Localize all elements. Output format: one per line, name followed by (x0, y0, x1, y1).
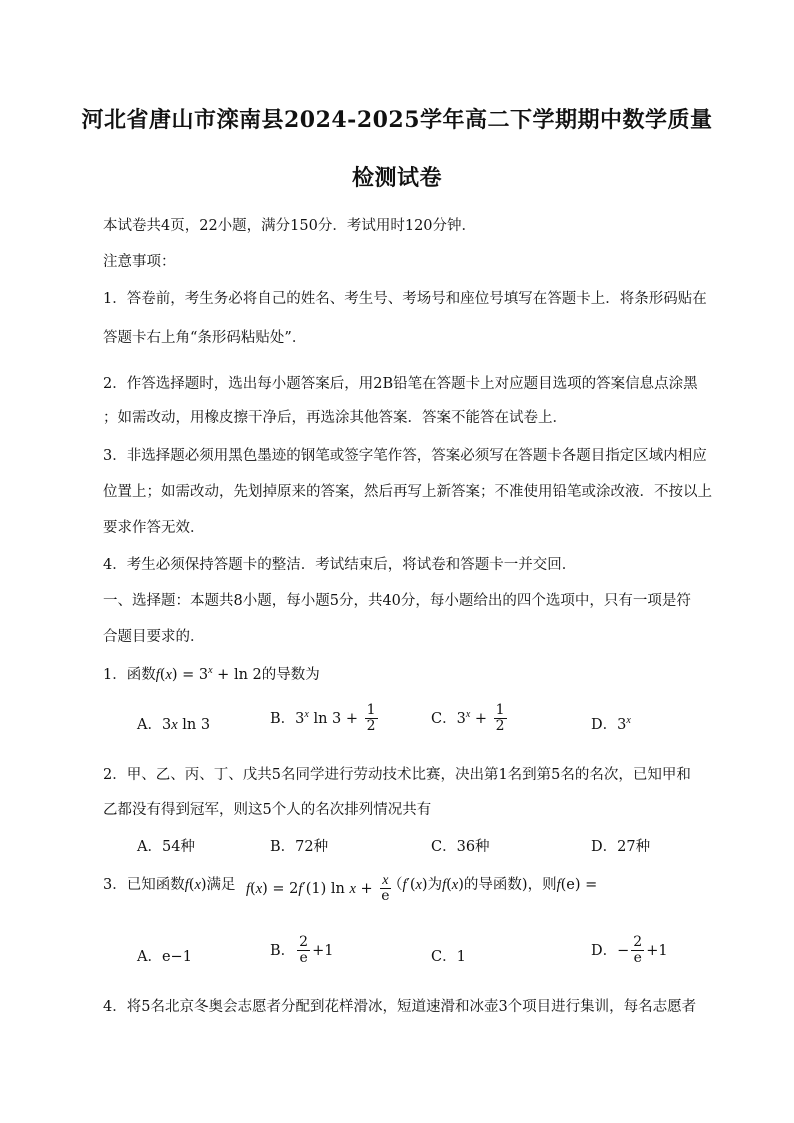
q4-stem-line1: 4．将5名北京冬奥会志愿者分配到花样滑冰，短道速滑和冰壶3个项目进行集训，每名志愿者 (103, 999, 697, 1015)
q1-stem-prefix: 1．函数 (103, 667, 156, 683)
q2-option-c: C．36种 (431, 839, 490, 855)
note1-line1: 1．答卷前，考生务必将自己的姓名、考生号、考场号和座位号填写在答题卡上．将条形码贴在 (103, 291, 707, 307)
q1-stem: 1．函数$f(x) = 3^x + \ln 2$的导数为 (103, 665, 320, 683)
note2-line2: ；如需改动，用橡皮擦干净后，再选涂其他答案．答案不能答在试卷上． (103, 410, 567, 426)
q3-fraction: $\frac{x}{e}$ (381, 873, 390, 905)
note2-line1: 2．作答选择题时，选出每小题答案后，用2B铅笔在答题卡上对应题目选项的答案信息点涂黑 (103, 376, 698, 392)
intro-text: 本试卷共4页，22小题，满分150分．考试用时120分钟． (103, 218, 477, 234)
page-title-line1: 河北省唐山市滦南县2024-2025学年高二下学期期中数学质量 (81, 107, 713, 133)
q1-option-b: B．3$^x$ ln 3 + $\frac{1}{2}$ (270, 702, 376, 735)
q3-formula: f(x) = 2f′(1) ln x + $\frac{x}{e}$ (246, 873, 390, 905)
page-title-line2: 检测试卷 (351, 165, 442, 191)
section1-line1: 一、选择题：本题共8小题，每小题5分，共40分，每小题给出的四个选项中，只有一项是符 (103, 593, 691, 609)
q3-option-a: A．e−1 (137, 949, 192, 965)
section1-line2: 合题目要求的． (103, 629, 205, 645)
q1-option-a: A．3x ln 3 (137, 717, 211, 733)
q3-stem-tail: （f′(x)为f(x)的导函数)，则f(e) = (388, 877, 598, 893)
q2-stem-line2: 乙都没有得到冠军，则这5个人的名次排列情况共有 (103, 802, 432, 818)
note3-line1: 3．非选择题必须用黑色墨迹的钢笔或签字笔作答，答案必须写在答题卡各题目指定区域内相应 (103, 448, 707, 464)
notes-heading: 注意事项： (103, 254, 176, 270)
q2-option-a: A．54种 (137, 839, 195, 855)
q3-option-c: C．1 (431, 949, 466, 965)
q1-formula: f (155, 667, 160, 683)
note1-line2: 答题卡右上角“条形码粘贴处”． (103, 330, 307, 346)
q1-option-d: D．3$^x$ (591, 715, 631, 733)
q2-option-d: D．27种 (591, 839, 651, 855)
note3-line2: 位置上；如需改动，先划掉原来的答案，然后再写上新答案；不准使用铅笔或涂改液．不按以上 (103, 484, 712, 500)
q1-option-c: C．$3^x$ + $\frac{1}{2}$ (431, 702, 505, 735)
q3-option-b: B． $\frac{2}{e}$ +1 (270, 934, 334, 967)
q2-stem-line1: 2．甲、乙、丙、丁、戊共5名同学进行劳动技术比赛，决出第1名到第5名的名次，已知甲和 (103, 767, 691, 783)
q2-option-b: B．72种 (270, 839, 329, 855)
q3-fraction-d: $\frac{2}{e}$ (633, 934, 643, 967)
q3-stem-prefix-line: 3．已知函数f(x)满足 (103, 877, 236, 893)
q1-fraction-b: $\frac{1}{2}$ (366, 702, 376, 735)
q3-option-d: D．− $\frac{2}{e}$ +1 (591, 934, 668, 967)
note3-line3: 要求作答无效． (103, 520, 205, 536)
q1-fraction-c: $\frac{1}{2}$ (495, 702, 505, 735)
q3-prefix: 3．已知函数 (103, 877, 185, 893)
q1-stem-suffix: 的导数为 (261, 667, 320, 683)
note4-line: 4．考生必须保持答题卡的整洁．考试结束后，将试卷和答题卡一并交回． (103, 557, 577, 573)
q3-mid1: 满足 (206, 877, 236, 893)
q3-fraction-b: $\frac{2}{e}$ (299, 934, 309, 967)
